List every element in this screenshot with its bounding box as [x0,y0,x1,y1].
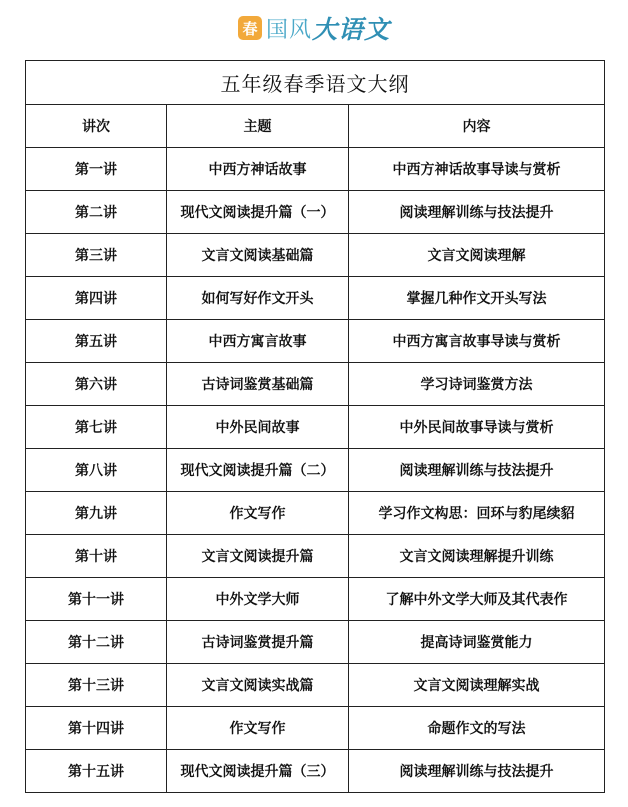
table-row [26,449,605,492]
brand-name-part1: 国风 [265,17,312,43]
topic-cell: 如何写好作文开头 [167,277,349,320]
content-cell: 文言文阅读理解提升训练 [349,535,605,578]
topic-cell: 古诗词鉴赏提升篇 [167,621,349,664]
syllabus-table [25,60,605,793]
lesson-cell: 第十五讲 [26,750,167,793]
topic-cell: 文言文阅读提升篇 [167,535,349,578]
topic-cell: 中外文学大师 [167,578,349,621]
table-row [26,234,605,277]
header-row [26,105,605,148]
content-cell: 学习诗词鉴赏方法 [349,363,605,406]
table-row [26,750,605,793]
content-cell: 掌握几种作文开头写法 [349,277,605,320]
topic-cell: 作文写作 [167,492,349,535]
header-topic: 主题 [167,105,349,148]
table-row [26,191,605,234]
table-row [26,406,605,449]
lesson-cell: 第四讲 [26,277,167,320]
content-cell: 中西方神话故事导读与赏析 [349,148,605,191]
lesson-cell: 第九讲 [26,492,167,535]
content-cell: 提高诗词鉴赏能力 [349,621,605,664]
table-row [26,492,605,535]
table-row [26,148,605,191]
table-row [26,664,605,707]
lesson-cell: 第六讲 [26,363,167,406]
brand-name-part2: 大语文 [312,15,391,44]
topic-cell: 现代文阅读提升篇（三） [167,750,349,793]
table-row [26,621,605,664]
header-content: 内容 [349,105,605,148]
brand-logo-icon: 春 [238,16,262,40]
content-cell: 学习作文构思：回环与豹尾续貂 [349,492,605,535]
lesson-cell: 第十四讲 [26,707,167,750]
table-row [26,535,605,578]
brand-header [0,8,628,48]
topic-cell: 文言文阅读实战篇 [167,664,349,707]
header-lesson: 讲次 [26,105,167,148]
content-cell: 了解中外文学大师及其代表作 [349,578,605,621]
topic-cell: 现代文阅读提升篇（二） [167,449,349,492]
table-row [26,707,605,750]
lesson-cell: 第十三讲 [26,664,167,707]
topic-cell: 中外民间故事 [167,406,349,449]
topic-cell: 作文写作 [167,707,349,750]
content-cell: 文言文阅读理解实战 [349,664,605,707]
topic-cell: 中西方寓言故事 [167,320,349,363]
lesson-cell: 第十讲 [26,535,167,578]
table-title: 五年级春季语文大纲 [26,61,605,105]
content-cell: 中西方寓言故事导读与赏析 [349,320,605,363]
lesson-cell: 第七讲 [26,406,167,449]
content-cell: 中外民间故事导读与赏析 [349,406,605,449]
content-cell: 阅读理解训练与技法提升 [349,449,605,492]
table-row [26,578,605,621]
content-cell: 文言文阅读理解 [349,234,605,277]
content-cell: 阅读理解训练与技法提升 [349,750,605,793]
lesson-cell: 第五讲 [26,320,167,363]
topic-cell: 中西方神话故事 [167,148,349,191]
lesson-cell: 第八讲 [26,449,167,492]
lesson-cell: 第二讲 [26,191,167,234]
topic-cell: 现代文阅读提升篇（一） [167,191,349,234]
table-row [26,320,605,363]
lesson-cell: 第一讲 [26,148,167,191]
title-row [26,61,605,105]
topic-cell: 古诗词鉴赏基础篇 [167,363,349,406]
table-row [26,363,605,406]
content-cell: 命题作文的写法 [349,707,605,750]
lesson-cell: 第三讲 [26,234,167,277]
topic-cell: 文言文阅读基础篇 [167,234,349,277]
table-row [26,277,605,320]
lesson-cell: 第十一讲 [26,578,167,621]
lesson-cell: 第十二讲 [26,621,167,664]
content-cell: 阅读理解训练与技法提升 [349,191,605,234]
